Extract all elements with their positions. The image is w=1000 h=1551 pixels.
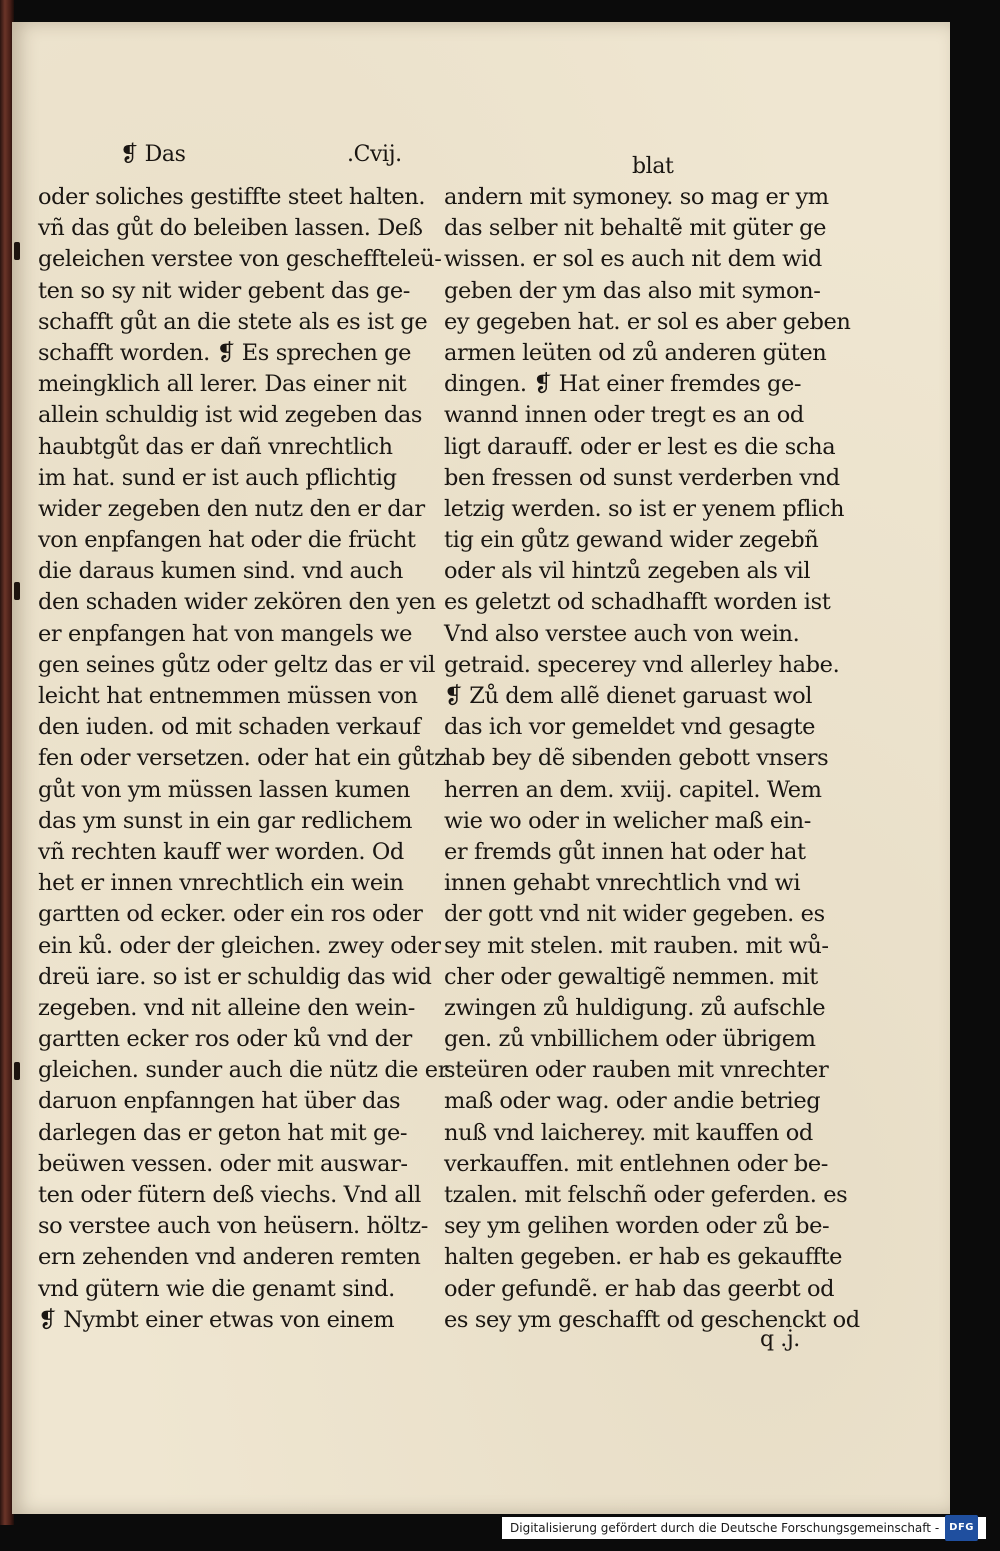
text-line: ten oder fütern deß viechs. Vnd all [38,1182,421,1208]
text-line: sey ym gelihen worden oder zů be- [444,1213,830,1240]
text-line: ben fressen od sunst verderben vnd [444,464,840,491]
signature-mark: q .j. [760,1327,800,1352]
text-line: vñ das gůt do beleiben lassen. Deß [38,215,423,242]
text-line: leicht hat entnemmen müssen von [38,683,418,709]
text-line: fen oder versetzen. oder hat ein gůtz [38,745,446,772]
text-line: gartten ecker ros oder ků vnd der [38,1026,412,1053]
footer-credit [502,1517,986,1539]
text-line: geleichen verstee von gescheffteleü- [38,246,442,273]
text-line: letzig werden. so ist er yenem pflich [444,495,845,522]
text-line: es sey ym geschafft od geschenckt od [444,1306,860,1333]
text-line: ten so sy nit wider gebent das ge- [38,277,410,304]
text-line: ey gegeben hat. er sol es aber geben [444,308,851,335]
text-column-right [444,182,860,1336]
text-line: wie wo oder in welicher maß ein- [444,807,811,834]
text-line: ❡ Nymbt einer etwas von einem [38,1306,395,1333]
text-line: oder soliches gestiffte steet halten. [38,184,426,210]
text-line: andern mit symoney. so mag er ym [444,184,829,210]
gutter-mark [14,582,20,600]
text-line: oder gefundẽ. er hab das geerbt od [444,1275,835,1302]
text-line: wider zegeben den nutz den er dar [38,495,425,522]
text-line: herren an dem. xviij. capitel. Wem [444,776,822,803]
text-line: gartten od ecker. oder ein ros oder [38,901,423,928]
text-line: nuß vnd laicherey. mit kauffen od [444,1119,813,1146]
folio-number: .Cvij. [347,142,402,167]
text-line: innen gehabt vnrechtlich vnd wi [444,870,801,897]
text-line: daruon enpfanngen hat über das [38,1088,401,1115]
text-line: steüren oder rauben mit vnrechter [444,1057,829,1084]
text-line: den iuden. od mit schaden verkauf [38,714,421,741]
text-line: das selber nit behaltẽ mit güter ge [444,215,827,242]
text-line: allein schuldig ist wid zegeben das [38,402,423,429]
text-line: gen seines gůtz oder geltz das er vil [38,651,436,678]
footer-text: Digitalisierung gefördert durch die Deutsche Forschungsgemeinschaft - [510,1521,940,1535]
text-line: haubtgůt das er dañ vnrechtlich [38,433,393,460]
text-line: der gott vnd nit wider gegeben. es [444,901,825,928]
running-head-left: ❡ Das [120,142,186,167]
text-line: tzalen. mit felschñ oder geferden. es [444,1182,848,1208]
text-line: den schaden wider zekören den yen [38,589,436,616]
text-line: ligt darauff. oder er lest es die scha [444,433,836,460]
dfg-logo: DFG [945,1515,978,1541]
text-line: es geletzt od schadhafft worden ist [444,589,831,616]
text-line: beüwen vessen. oder mit auswar- [38,1150,408,1177]
text-line: das ym sunst in ein gar redlichem [38,807,413,834]
text-line: armen leüten od zů anderen güten [444,339,827,366]
text-line: ein ků. oder der gleichen. zwey oder [38,932,441,959]
text-line: geben der ym das also mit symon- [444,277,821,304]
text-line: verkauffen. mit entlehnen oder be- [444,1150,829,1177]
text-line: gleichen. sunder auch die nütz die er [38,1057,449,1084]
text-line: Vnd also verstee auch von wein. [444,620,800,647]
text-column-left [38,182,449,1336]
text-line: er enpfangen hat von mangels we [38,620,413,647]
text-line: ❡ Zů dem allẽ dienet garuast wol [444,683,813,709]
text-line: zwingen zů huldigung. zů aufschle [444,994,826,1021]
text-line: er fremds gůt innen hat oder hat [444,838,806,865]
text-line: hab bey dẽ sibenden gebott vnsers [444,745,829,772]
text-line: wannd innen oder tregt es an od [444,402,804,429]
text-line: dingen. ❡ Hat einer fremdes ge- [444,371,802,398]
text-line: gůt von ym müssen lassen kumen [38,776,410,803]
text-line: so verstee auch von heüsern. höltz- [38,1213,428,1240]
text-line: sey mit stelen. mit rauben. mit wů- [444,932,829,959]
text-line: das ich vor gemeldet vnd gesagte [444,714,815,741]
text-line: tig ein gůtz gewand wider zegebñ [444,527,819,554]
gutter-mark [14,1062,20,1080]
text-line: vnd gütern wie die genamt sind. [38,1275,395,1302]
gutter-mark [14,242,20,260]
book-page [12,22,950,1514]
text-line: wissen. er sol es auch nit dem wid [444,246,822,273]
text-line: zegeben. vnd nit alleine den wein- [38,994,415,1021]
text-line: von enpfangen hat oder die frücht [38,527,416,554]
text-line: dreü iare. so ist er schuldig das wid [38,963,432,990]
text-line: halten gegeben. er hab es gekauffte [444,1244,843,1271]
text-line: darlegen das er geton hat mit ge- [38,1119,408,1146]
text-line: het er innen vnrechtlich ein wein [38,870,404,897]
text-line: schafft gůt an die stete als es ist ge [38,308,428,335]
text-line: ern zehenden vnd anderen remten [38,1244,421,1271]
text-line: getraid. specerey vnd allerley habe. [444,651,840,678]
text-line: oder als vil hintzů zegeben als vil [444,558,811,585]
text-line: cher oder gewaltigẽ nemmen. mit [444,963,818,990]
text-line: meingklich all lerer. Das einer nit [38,371,407,398]
text-line: maß oder wag. oder andie betrieg [444,1088,821,1115]
text-line: die daraus kumen sind. vnd auch [38,558,403,585]
text-line: vñ rechten kauff wer worden. Od [38,838,404,865]
text-line: schafft worden. ❡ Es sprechen ge [38,339,412,366]
text-line: im hat. sund er ist auch pflichtig [38,464,397,491]
text-line: gen. zů vnbillichem oder übrigem [444,1026,816,1053]
running-head-right: blat [632,154,674,179]
